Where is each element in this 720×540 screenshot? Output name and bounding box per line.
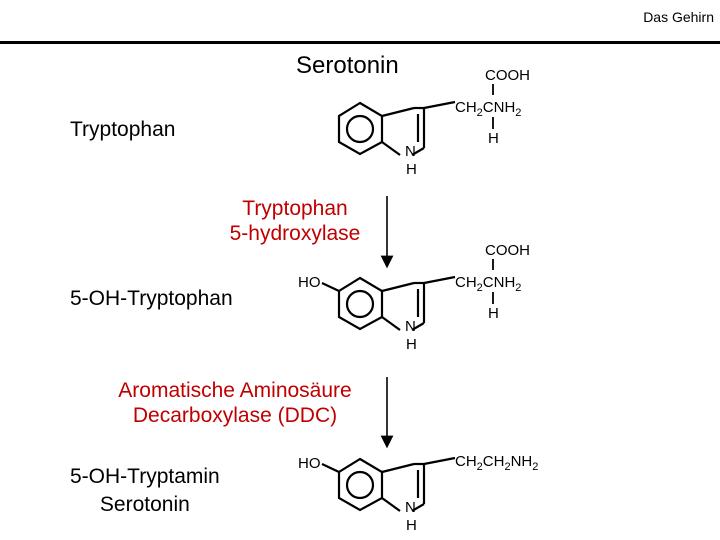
page-title: Serotonin (296, 52, 399, 79)
ring-n-label: N (405, 143, 416, 160)
side-chain-part: NH (510, 453, 533, 470)
side-chain-top: COOH (485, 67, 530, 84)
serotonin-structure (298, 453, 538, 534)
ring-h-label: H (406, 517, 417, 534)
side-chain-subscript: 2 (504, 461, 511, 473)
ring-h-label: H (406, 336, 417, 353)
side-chain-part: CH (482, 453, 505, 470)
ring-n-label: N (405, 499, 416, 516)
side-chain-middle (455, 99, 521, 119)
enzyme-line-1: Tryptophan (242, 197, 348, 220)
tryptophan-structure (339, 67, 530, 178)
side-chain-part: CH (455, 453, 477, 470)
enzyme-line-1: Aromatische Aminosäure (118, 379, 352, 402)
ring-h-label: H (406, 161, 417, 178)
compound-label-tryptophan: Tryptophan (70, 118, 176, 141)
side-chain-subscript: 2 (476, 282, 483, 294)
5-oh-tryptophan-structure (298, 242, 530, 353)
side-chain-part: CH (455, 274, 477, 291)
side-chain-part: CH (455, 99, 477, 116)
ring-n-label: N (405, 318, 416, 335)
compound-label-line-1: 5-OH-Tryptamin (70, 465, 220, 488)
compound-label-line-2: Serotonin (99, 493, 190, 516)
side-chain-top: COOH (485, 242, 530, 259)
substituent-ho: HO (298, 274, 321, 291)
section-title: Das Gehirn (643, 9, 714, 25)
side-chain-subscript: 2 (532, 461, 539, 473)
enzyme-line-2: 5-hydroxylase (229, 222, 361, 245)
side-chain-subscript: 2 (515, 282, 522, 294)
enzyme-line-2: Decarboxylase (DDC) (132, 404, 338, 427)
side-chain-subscript: 2 (476, 107, 483, 119)
side-chain-middle (455, 274, 521, 294)
side-chain-subscript: 2 (515, 107, 522, 119)
compound-label-5-oh-tryptophan: 5-OH-Tryptophan (70, 287, 233, 310)
substituent-ho: HO (298, 455, 321, 472)
side-chain-subscript: 2 (476, 461, 483, 473)
side-chain-bottom: H (488, 130, 499, 147)
side-chain-middle (455, 453, 538, 473)
side-chain-part: CNH (482, 274, 516, 291)
side-chain-part: CNH (482, 99, 516, 116)
side-chain-bottom: H (488, 305, 499, 322)
